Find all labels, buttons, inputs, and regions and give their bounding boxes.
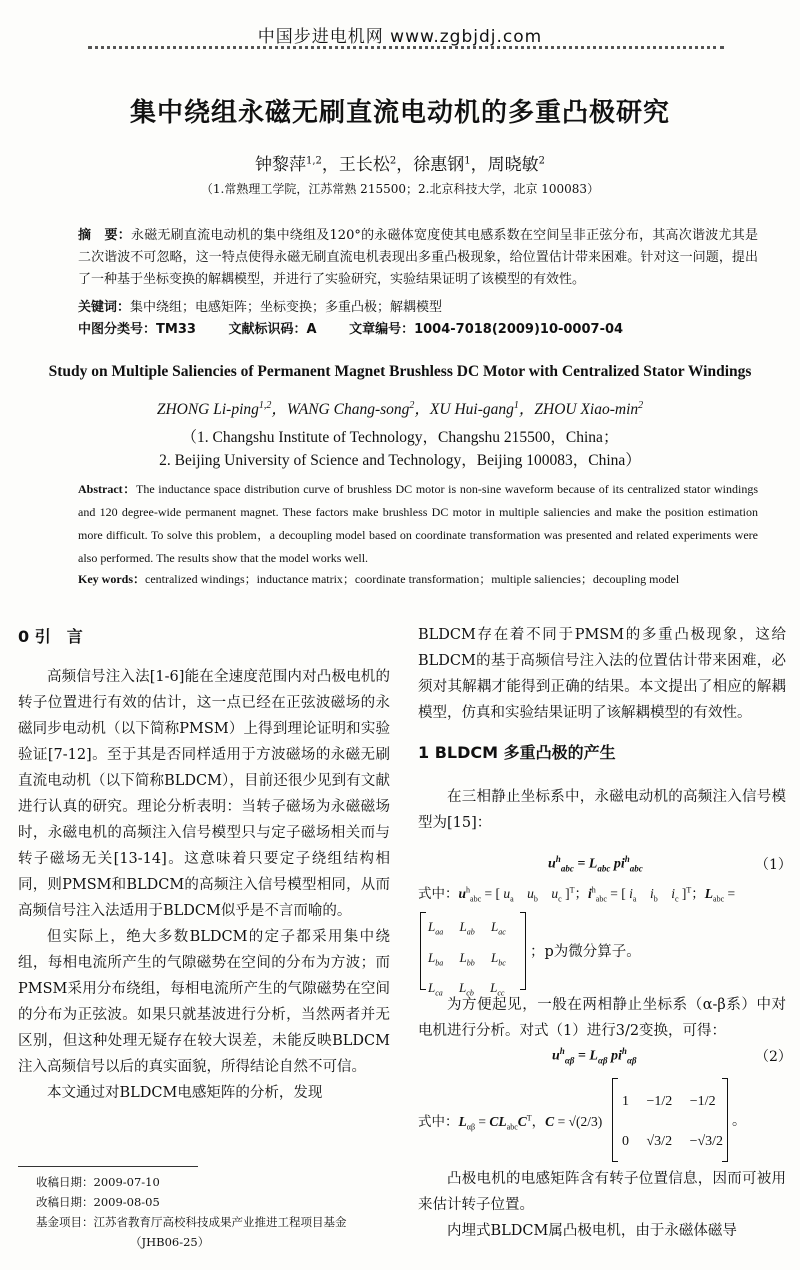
section-0-heading: 0 引 言 (18, 627, 83, 646)
abstract-cn-label: 摘 要： (78, 228, 131, 243)
abstract-en-text: The inductance space distribution curve of brushless DC motor is non-sine waveform because of its centralized stator windings and 120 degree-wide permanent magnet. These factors make brushless DC motor in multiple saliencies and make the position estimation more difficult. To solve this problem，a decoupling model based on coordinate transformation was presented and related experiments were also performed. The results show that the model works well. (78, 482, 759, 565)
left-column (18, 624, 390, 1106)
section-1-heading: 1 BLDCM 多重凸极的产生 (418, 743, 616, 762)
paper-title-cn: 集中绕组永磁无刷直流电动机的多重凸极研究 (129, 98, 670, 128)
operator-note: ；p为微分算子。 (530, 944, 641, 960)
paragraph: 高频信号注入法[1-6]能在全速度范围内对凸极电机的转子位置进行有效的估计，这一点已经在正弦波磁场的永磁同步电动机（以下简称PMSM）上得到理论证明和实验验证[7-12]。至于其是否同样适用于方波磁场的永磁无刷直流电动机（以下简称BLDCM），目前还很少见到有文献进行认真的研究。理论分析表明：当转子磁场为永磁磁场时，永磁电机的高频注入信号模型只与定子磁场相关而与转子磁场无关[13-14]。这意味着只要定子绕组结构相同，则PMSM和BLDCM的高频注入信号模型相同，从而高频信号注入法适用于BLDCM似乎是不言而喻的。 (18, 669, 390, 919)
affiliation-en-1: （1. Changshu Institute of Technology，Changshu 215500，China； (181, 429, 619, 446)
matrix-bracket-right (520, 912, 526, 990)
paragraph: BLDCM存在着不同于PMSM的多重凸极现象，这给BLDCM的基于高频信号注入法的位置估计带来困难，必须对其解耦才能得到正确的结果。本文提出了相应的解耦模型，仿真和实验结果证明了该解耦模型的有效性。 (418, 627, 786, 721)
classification-line: 中图分类号：TM33 文献标识码：A 文章编号：1004-7018(2009)10-0007-04 (78, 322, 624, 337)
transform-matrix: 1 −1/2 −1/2 0 √3/2 −√3/2 (622, 1094, 724, 1149)
right-column-bottom (418, 1166, 786, 1244)
paragraph: 为方便起见，一般在两相静止坐标系（α-β系）中对电机进行分析。对式（1）进行3/2变换，可得： (418, 997, 786, 1039)
author-name: 王长松 (338, 155, 390, 175)
abstract-en (78, 478, 758, 570)
paragraph: 但实际上，绝大多数BLDCM的定子都采用集中绕组，每相电流所产生的气隙磁势在空间的分布为方波；而PMSM采用分布绕组，每相电流所产生的气隙磁势在空间的分布为正弦波。如果只就基波进行分析，当然两者并无区别，但这种处理无疑存在较大误差，未能反映BLDCM注入高频信号以后的真实面貌，所得结论自然不可信。 (18, 929, 390, 1075)
footnote-rule (18, 1166, 198, 1167)
footnote-revised: 改稿日期：2009-08-05 (36, 1195, 160, 1209)
paper-title-en: Study on Multiple Saliencies of Permanent Magnet Brushless DC Motor with Centralized Stator Windings (48, 363, 752, 380)
equation-1-definitions: 式中：$u^h_{abc}$ = [ $u_a$ $u_b$ $u_c$ ]$^T$；$i^h_{abc}$ = [ $i_a$ $i_b$ $i_c$ ]$^T$；$L_{abc}$ = (418, 885, 736, 904)
authors-en: ZHONG Li-ping$^{1,2}$，WANG Chang-song$^2$，XU Hui-gang$^1$，ZHOU Xiao-$\min^2$ (156, 399, 644, 418)
author-name: 徐惠钢 (413, 155, 465, 175)
paragraph: 凸极电机的电感矩阵含有转子位置信息，因而可被用来估计转子位置。 (418, 1171, 786, 1213)
abstract-cn-text: 永磁无刷直流电动机的集中绕组及120°的永磁体宽度使其电感系数在空间呈非正弦分布，其高次谐波尤其是二次谐波不可忽略，这一特点使得永磁无刷直流电机表现出多重凸极现象，给位置估计带来困难。针对这一问题，提出了一种基于坐标变换的解耦模型，并进行了实验研究，实验结果证明了该模型的有效性。 (78, 228, 758, 287)
author-name: 周晓敏 (487, 155, 539, 175)
journal-header: 中国步进电机网 www.zgbjdj.com (257, 27, 543, 47)
equation-1: $u^h_{abc} = L_{abc}$ $pi^h_{abc}$ (548, 854, 643, 874)
author-name: 钟黎萍 (254, 155, 306, 175)
inductance-matrix: $L_{aa}$ $L_{ab}$ $L_{ac}$ $L_{ba}$ $L_{bb}$ $L_{bc}$ $L_{ca}$ $L_{cb}$ $L_{cc}$ (428, 919, 506, 998)
affiliation-en-2: 2. Beijing University of Science and Technology，Beijing 100083，China） (159, 452, 641, 469)
equation-2-end: 。 (732, 1114, 746, 1129)
equation-2-definitions: 式中：$L_{\alpha\beta} = CL_{abc}C^T$，C = √(2/3) (418, 1113, 603, 1132)
keywords-en: Key words：centralized windings；inductance matrix；coordinate transformation；multiple saliencies；decoupling model (78, 572, 680, 586)
keywords-cn: 关键词：集中绕组；电感矩阵；坐标变换；多重凸极；解耦模型 (78, 300, 443, 315)
paragraph: 内埋式BLDCM属凸极电机，由于永磁体磁导 (447, 1223, 737, 1239)
paragraph: 在三相静止坐标系中，永磁电动机的高频注入信号模型为[15]： (418, 789, 786, 831)
matrix-bracket-left (612, 1078, 618, 1162)
right-column-top (418, 622, 786, 836)
abstract-cn (78, 225, 758, 291)
equation-2: $u^h_{\alpha\beta} = L_{\alpha\beta}$ $pi^h_{\alpha\beta}$ (552, 1046, 637, 1066)
header-rule (88, 46, 724, 49)
right-column-middle (418, 992, 786, 1044)
authors-cn: 钟黎萍$^{1,2}$，王长松$^2$，徐惠钢$^1$，周晓敏$^2$ (254, 155, 546, 175)
paragraph: 本文通过对BLDCM电感矩阵的分析，发现 (47, 1085, 323, 1101)
affiliation-cn: （1.常熟理工学院，江苏常熟 215500；2.北京科技大学，北京 100083） (200, 182, 600, 196)
matrix-bracket-left (420, 912, 426, 990)
matrix-bracket-right (722, 1078, 728, 1162)
footnote-received: 收稿日期：2009-07-10 (36, 1175, 160, 1189)
footnote-fund: 基金项目：江苏省教育厅高校科技成果产业推进工程项目基金 (36, 1215, 347, 1229)
abstract-en-label: Abstract： (78, 482, 136, 496)
equation-1-number: （1） (755, 857, 792, 873)
equation-2-number: （2） (755, 1049, 792, 1065)
footnote-fund-no: （JHB06-25） (130, 1235, 210, 1249)
